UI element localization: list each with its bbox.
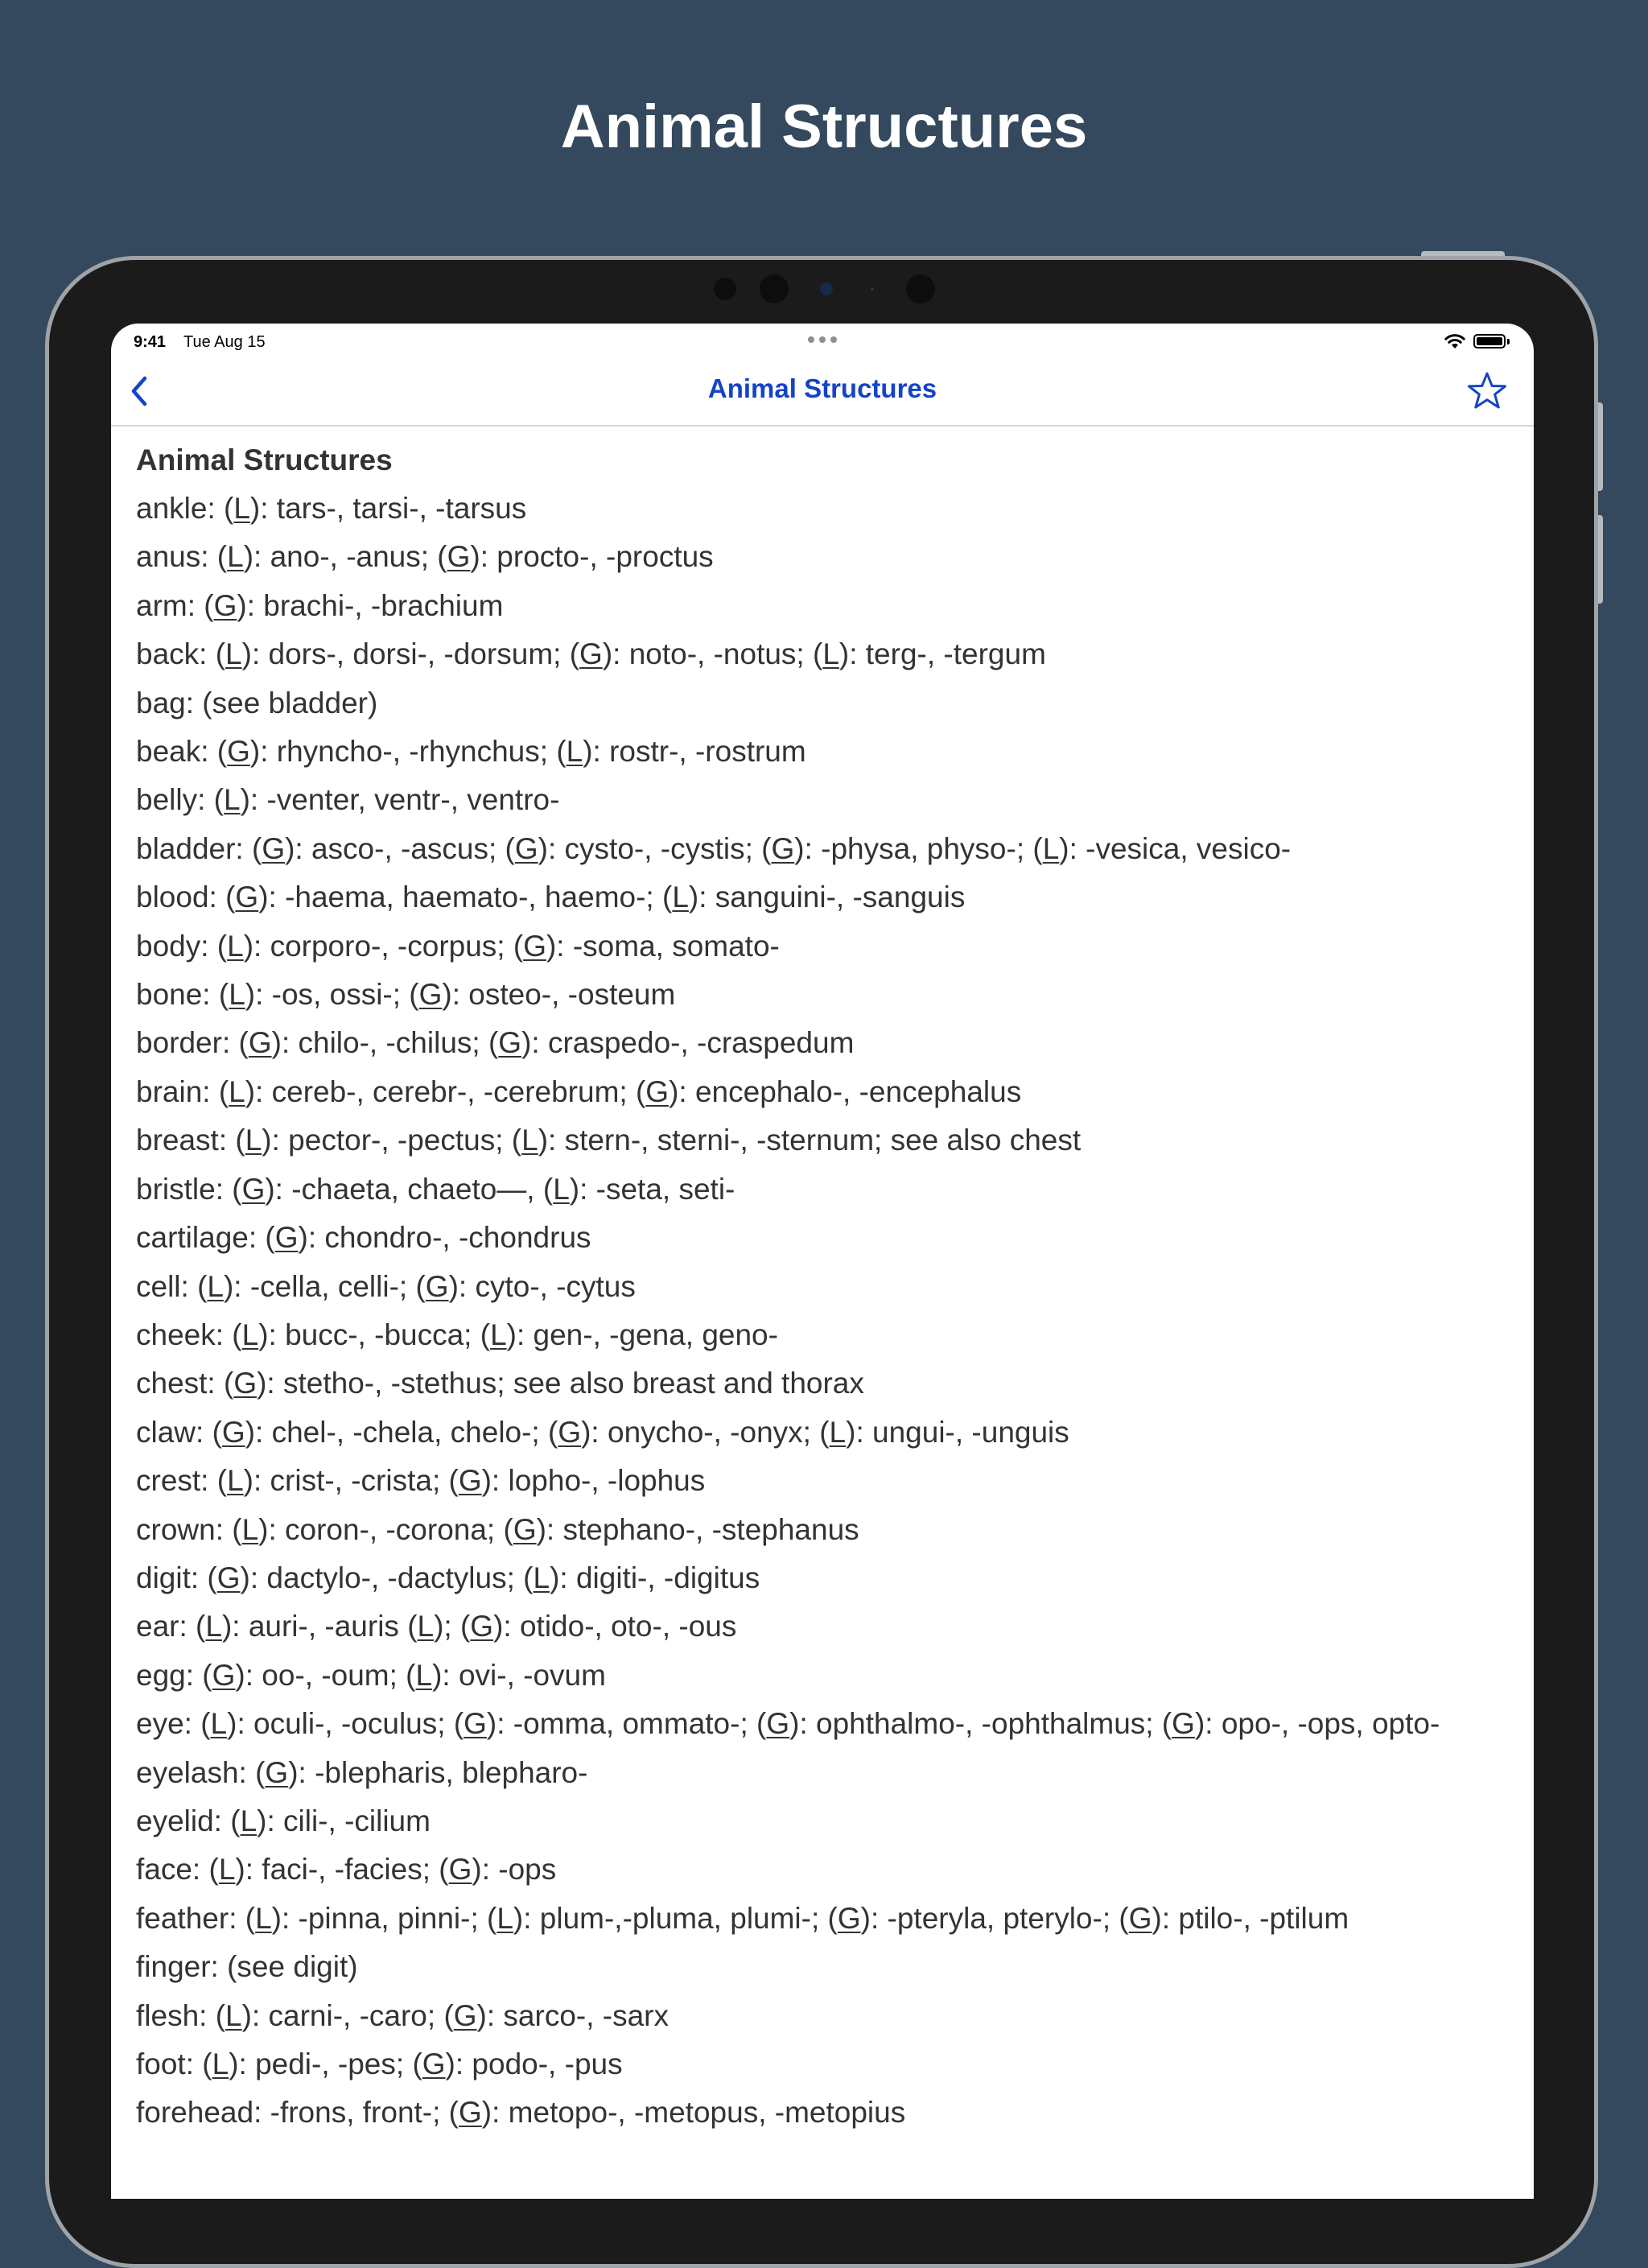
entry-text: ): -blepharis, blepharo- <box>288 1755 588 1789</box>
entry-text: ): bucc-, -bucca; ( <box>258 1318 491 1351</box>
front-camera <box>714 278 736 300</box>
entry-text: ); ( <box>434 1610 471 1643</box>
entry-row <box>136 1019 1520 1067</box>
greek-link[interactable]: G <box>837 1901 861 1935</box>
entry-text: ): chel-, -chela, chelo-; ( <box>245 1415 558 1449</box>
entry-text: ): terg-, -tergum <box>838 637 1046 671</box>
entry-row <box>136 922 1520 971</box>
entry-text: ): noto-, -notus; ( <box>602 637 823 671</box>
entry-row <box>136 1797 1520 1845</box>
entry-text: ): gen-, -gena, geno- <box>506 1318 778 1351</box>
greek-link[interactable]: G <box>459 2096 482 2130</box>
greek-link[interactable]: G <box>579 637 603 671</box>
entry-text: ): asco-, -ascus; ( <box>285 831 515 865</box>
greek-link[interactable]: G <box>470 1610 494 1643</box>
entry-list <box>136 485 1520 2138</box>
entry-text: ): rostr-, -rostrum <box>583 735 806 769</box>
greek-link[interactable]: G <box>422 2047 446 2080</box>
latin-link[interactable]: L <box>218 1853 236 1887</box>
greek-link[interactable]: G <box>558 1415 582 1449</box>
entry-text: ): procto-, -proctus <box>470 540 714 574</box>
entry-text: ): metopo-, -metopus, -metopius <box>481 2096 906 2130</box>
latin-link[interactable]: L <box>496 1901 513 1935</box>
entry-text: ankle: ( <box>136 492 234 525</box>
nav-title: Animal Structures <box>707 373 937 403</box>
entry-text: face: ( <box>136 1853 219 1887</box>
entry-text: ): -ops <box>472 1853 557 1887</box>
status-time: 9:41 <box>134 333 167 351</box>
entry-text: ): -soma, somato- <box>546 929 780 963</box>
entry-text: ): faci-, -facies; ( <box>235 1853 449 1887</box>
entry-text: ): ano-, -anus; ( <box>243 540 447 574</box>
entry-row <box>136 1457 1520 1505</box>
entry-text: ): rhyncho-, -rhynchus; ( <box>249 735 566 769</box>
entry-text: ): sanguini-, -sanguis <box>688 880 966 914</box>
entry-row <box>136 1165 1520 1214</box>
entry-text: ): oculi-, -oculus; ( <box>227 1707 464 1741</box>
entry-text: ): plum-,-pluma, plumi-; ( <box>513 1901 838 1935</box>
entry-text: ): opo-, -ops, opto- <box>1194 1707 1440 1741</box>
entry-text: ): lopho-, -lophus <box>481 1464 706 1498</box>
greek-link[interactable]: G <box>221 1415 245 1449</box>
page-headline: Animal Structures <box>560 93 1088 161</box>
entry-text: ): -physa, physo-; ( <box>794 831 1043 865</box>
entry-text: ): ptilo-, -ptilum <box>1152 1901 1349 1935</box>
entry-text: ): -pteryla, pterylo-; ( <box>860 1901 1129 1935</box>
article-title: Animal Structures <box>136 443 393 476</box>
greek-link[interactable]: G <box>513 1512 537 1546</box>
latin-link[interactable]: L <box>227 929 244 963</box>
navigation-bar <box>111 357 1534 427</box>
latin-link[interactable]: L <box>227 1464 244 1498</box>
greek-link[interactable]: G <box>453 1998 477 2032</box>
wifi-icon <box>1444 333 1466 349</box>
entry-text: ): coron-, -corona; ( <box>258 1512 513 1546</box>
entry-text: ): -seta, seti- <box>569 1172 735 1206</box>
latin-link[interactable]: L <box>822 637 839 671</box>
greek-link[interactable]: G <box>418 978 443 1012</box>
entry-text: border: ( <box>136 1026 249 1060</box>
entry-row <box>136 1554 1520 1602</box>
entry-text: eye: ( <box>136 1707 211 1741</box>
entry-text: ): ophthalmo-, -ophthalmus; ( <box>789 1707 1172 1741</box>
greek-link[interactable]: G <box>1128 1901 1152 1935</box>
greek-link[interactable]: G <box>241 1172 266 1206</box>
latin-link[interactable]: L <box>415 1658 433 1692</box>
entry-row <box>136 825 1520 873</box>
greek-link[interactable]: G <box>248 1026 272 1060</box>
greek-link[interactable]: G <box>447 540 471 574</box>
entry-text: ): chilo-, -chilus; ( <box>271 1026 499 1060</box>
entry-text: bone: ( <box>136 978 229 1012</box>
entry-text: foot: ( <box>136 2047 212 2080</box>
entry-text: ): corporo-, -corpus; ( <box>243 929 524 963</box>
latin-link[interactable]: L <box>533 1561 550 1594</box>
latin-link[interactable]: L <box>225 1998 242 2032</box>
greek-link[interactable]: G <box>216 1561 241 1594</box>
entry-text: ): oo-, -oum; ( <box>235 1658 416 1692</box>
entry-row <box>136 1845 1520 1894</box>
entry-text: ): -venter, ventr-, ventro- <box>240 783 560 817</box>
entry-text: ): encephalo-, -encephalus <box>669 1074 1022 1108</box>
entry-text: anus: ( <box>136 540 228 574</box>
multitasking-dots-icon[interactable] <box>808 336 840 343</box>
greek-link[interactable]: G <box>766 1707 790 1741</box>
entry-row <box>136 1700 1520 1748</box>
front-lens <box>820 282 833 295</box>
entry-text: ): auri-, -auris ( <box>221 1610 418 1643</box>
entry-row <box>136 2040 1520 2089</box>
latin-link[interactable]: L <box>417 1610 435 1643</box>
entry-text: ): stern-, sterni-, -sternum; see also chest <box>538 1124 1082 1157</box>
entry-text: ): pector-, -pectus; ( <box>262 1124 522 1157</box>
entry-text: brain: ( <box>136 1074 229 1108</box>
latin-link[interactable]: L <box>241 1318 259 1351</box>
entry-text: egg: ( <box>136 1658 212 1692</box>
entry-text: bladder: ( <box>136 831 262 865</box>
latin-link[interactable]: L <box>229 978 245 1012</box>
battery-tip <box>1507 339 1510 344</box>
greek-link[interactable]: G <box>227 735 250 769</box>
greek-link[interactable]: G <box>265 1755 289 1789</box>
entry-text: ): tars-, tarsi-, -tarsus <box>249 492 527 525</box>
entry-text: ): brachi-, -brachium <box>237 588 504 622</box>
battery-icon <box>1473 334 1506 348</box>
latin-link[interactable]: L <box>553 1172 570 1206</box>
entry-text: ): sarco-, -sarx <box>476 1998 670 2032</box>
entry-text: cell: ( <box>136 1269 208 1303</box>
entry-text: ): dactylo-, -dactylus; ( <box>240 1561 534 1594</box>
entry-row <box>136 630 1520 678</box>
entry-text: ): craspedo-, -craspedum <box>521 1026 855 1060</box>
entry-text: forehead: -frons, front-; ( <box>136 2096 459 2130</box>
entry-text: ): pedi-, -pes; ( <box>229 2047 422 2080</box>
entry-text: back: ( <box>136 637 226 671</box>
latin-link[interactable]: L <box>521 1124 538 1157</box>
entry-text: ): -haema, haemato-, haemo-; ( <box>258 880 673 914</box>
entry-text: cartilage: ( <box>136 1221 275 1255</box>
entry-row <box>136 1895 1520 1943</box>
greek-link[interactable]: G <box>425 1269 449 1303</box>
entry-text: ): cysto-, -cystis; ( <box>538 831 772 865</box>
entry-text: ): -vesica, vesico- <box>1059 831 1292 865</box>
entry-text: ): cereb-, cerebr-, -cerebrum; ( <box>245 1074 646 1108</box>
entry-text: breast: ( <box>136 1124 245 1157</box>
latin-link[interactable]: L <box>490 1318 507 1351</box>
entry-row <box>136 873 1520 922</box>
entry-text: ): cili-, -cilium <box>257 1804 431 1837</box>
entry-text: ): osteo-, -osteum <box>442 978 676 1012</box>
entry-text: ): -chaeta, chaeto—, ( <box>265 1172 554 1206</box>
entry-row <box>136 971 1520 1019</box>
entry-text: ): dors-, dorsi-, -dorsum; ( <box>241 637 580 671</box>
latin-link[interactable]: L <box>212 2047 229 2080</box>
entry-text: ): crist-, -crista; ( <box>243 1464 459 1498</box>
entry-row <box>136 1749 1520 1797</box>
entry-text: feather: ( <box>136 1901 256 1935</box>
greek-link[interactable]: G <box>498 1026 522 1060</box>
entry-text: arm: ( <box>136 588 214 622</box>
entry-row <box>136 1359 1520 1408</box>
entry-text: ): -os, ossi-; ( <box>245 978 419 1012</box>
entry-row <box>136 679 1520 728</box>
entry-text: crown: ( <box>136 1512 242 1546</box>
entry-text: eyelid: ( <box>136 1804 241 1837</box>
greek-link[interactable]: G <box>448 1853 472 1887</box>
greek-link[interactable]: G <box>235 880 259 914</box>
front-proximity-sensor <box>906 274 935 303</box>
entry-row <box>136 1116 1520 1165</box>
entry-row <box>136 2089 1520 2137</box>
entry-text: body: ( <box>136 929 228 963</box>
front-sensor <box>760 274 789 303</box>
entry-text: ): -omma, ommato-; ( <box>486 1707 767 1741</box>
entry-text: ): stetho-, -stethus; see also breast and thorax <box>257 1367 864 1400</box>
greek-link[interactable]: G <box>514 831 538 865</box>
entry-row <box>136 1263 1520 1311</box>
entry-row <box>136 1652 1520 1700</box>
entry-text: chest: ( <box>136 1367 234 1400</box>
entry-text: ): chondro-, -chondrus <box>298 1221 591 1255</box>
status-bar <box>111 324 1534 357</box>
entry-text: ): ovi-, -ovum <box>432 1658 606 1692</box>
entry-row <box>136 728 1520 776</box>
entry-text: finger: (see digit) <box>136 1950 358 1984</box>
entry-text: crest: ( <box>136 1464 228 1498</box>
latin-link[interactable]: L <box>672 880 689 914</box>
entry-row <box>136 1068 1520 1116</box>
latin-link[interactable]: L <box>229 1074 245 1108</box>
entry-text: ): cyto-, -cytus <box>448 1269 636 1303</box>
favorite-button[interactable] <box>1466 370 1508 412</box>
chevron-left-icon <box>124 373 156 409</box>
entry-text: beak: ( <box>136 735 228 769</box>
entry-row <box>136 582 1520 630</box>
greek-link[interactable]: G <box>645 1074 670 1108</box>
greek-link[interactable]: G <box>464 1707 487 1741</box>
greek-link[interactable]: G <box>233 1367 258 1400</box>
entry-text: ): stephano-, -stephanus <box>536 1512 859 1546</box>
latin-link[interactable]: L <box>207 1269 224 1303</box>
entry-row <box>136 1311 1520 1359</box>
greek-link[interactable]: G <box>458 1464 482 1498</box>
entry-row <box>136 1214 1520 1262</box>
status-date: Tue Aug 15 <box>183 333 266 351</box>
latin-link[interactable]: L <box>241 1512 259 1546</box>
entry-row <box>136 1602 1520 1651</box>
entry-row <box>136 533 1520 581</box>
latin-link[interactable]: L <box>223 783 241 817</box>
latin-link[interactable]: L <box>233 492 250 525</box>
entry-text: eyelash: ( <box>136 1755 266 1789</box>
latin-link[interactable]: L <box>255 1901 272 1935</box>
greek-link[interactable]: G <box>771 831 795 865</box>
entry-text: claw: ( <box>136 1415 222 1449</box>
latin-link[interactable]: L <box>566 735 583 769</box>
entry-text: ): ungui-, -unguis <box>846 1415 1069 1449</box>
entry-row <box>136 1408 1520 1457</box>
entry-text: cheek: ( <box>136 1318 242 1351</box>
article-content <box>136 436 1520 2138</box>
entry-text: ): otido-, oto-, -ous <box>493 1610 737 1643</box>
greek-link[interactable]: G <box>1172 1707 1195 1741</box>
entry-row <box>136 1943 1520 1991</box>
greek-link[interactable]: G <box>262 831 286 865</box>
latin-link[interactable]: L <box>1042 831 1060 865</box>
greek-link[interactable]: G <box>523 929 546 963</box>
entry-text: belly: ( <box>136 783 224 817</box>
battery-level <box>1477 337 1502 345</box>
entry-text: ): digiti-, -digitus <box>550 1561 760 1594</box>
latin-link[interactable]: L <box>240 1804 258 1837</box>
entry-row <box>136 776 1520 824</box>
entry-text: bag: (see bladder) <box>136 686 378 720</box>
greek-link[interactable]: G <box>212 1658 236 1692</box>
star-outline-icon <box>1466 370 1508 412</box>
entry-text: digit: ( <box>136 1561 217 1594</box>
latin-link[interactable]: L <box>245 1124 262 1157</box>
greek-link[interactable]: G <box>213 588 237 622</box>
front-flood-light <box>871 287 874 291</box>
entry-text: ): -cella, celli-; ( <box>223 1269 426 1303</box>
entry-text: flesh: ( <box>136 1998 226 2032</box>
entry-text: ): -pinna, pinni-; ( <box>271 1901 497 1935</box>
app-screen <box>111 324 1534 2199</box>
entry-row <box>136 485 1520 533</box>
latin-link[interactable]: L <box>205 1610 222 1643</box>
greek-link[interactable]: G <box>274 1221 299 1255</box>
latin-link[interactable]: L <box>829 1415 847 1449</box>
entry-row <box>136 1992 1520 2040</box>
entry-row <box>136 1506 1520 1554</box>
latin-link[interactable]: L <box>210 1707 228 1741</box>
latin-link[interactable]: L <box>227 540 244 574</box>
latin-link[interactable]: L <box>225 637 242 671</box>
entry-text: ): carni-, -caro; ( <box>241 1998 454 2032</box>
back-button[interactable] <box>124 373 156 409</box>
entry-text: bristle: ( <box>136 1172 242 1206</box>
entry-text: ear: ( <box>136 1610 206 1643</box>
entry-text: blood: ( <box>136 880 236 914</box>
entry-text: ): onycho-, -onyx; ( <box>581 1415 830 1449</box>
entry-text: ): podo-, -pus <box>445 2047 623 2080</box>
